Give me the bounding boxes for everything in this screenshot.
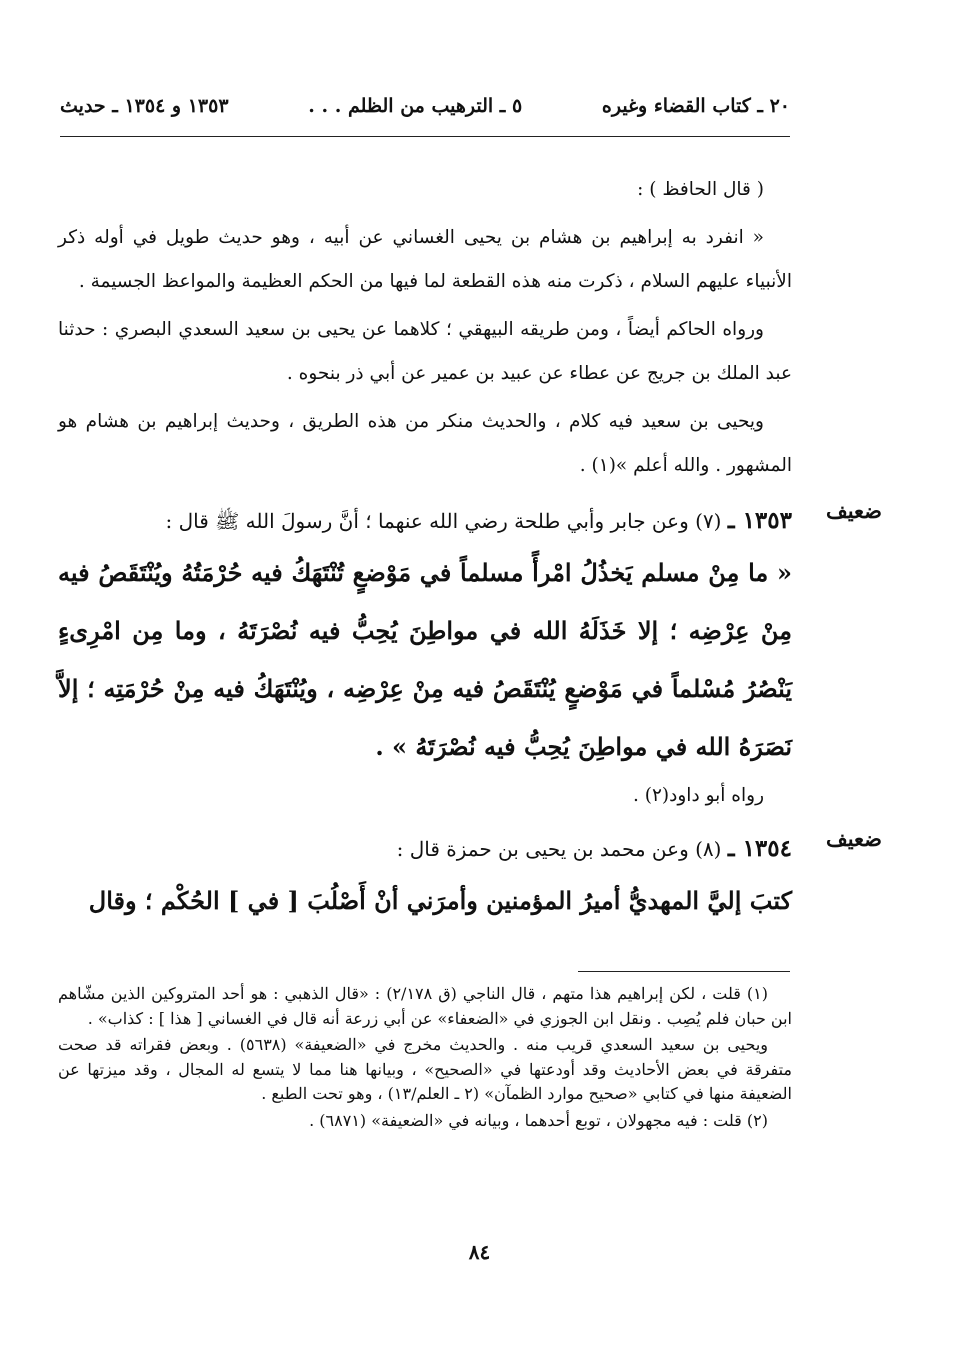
grade-label: ضعيف [825, 498, 882, 523]
hadith-1353 [58, 498, 882, 816]
header-divider [60, 136, 790, 137]
commentary-paragraph-2: ورواه الحاكم أيضاً ، ومن طريقه البيهقي ؛ كلاهما عن يحيى بن سعيد السعدي البصري : حدثنا عبد الملك بن جريج عن عطاء عن عبيد بن عمير عن أبي ذر بنحوه . [58, 319, 792, 384]
footnote-2: (٢) قلت : فيه مجهولان ، توبع أحدهما ، وبيانه في «الضعيفة» (٦٨٧١) . [309, 1110, 768, 1130]
hadith-heading [58, 826, 792, 872]
hadith-number: ١٣٥٤ ـ [727, 835, 792, 862]
intro-label: ( قال الحافظ ) : [637, 179, 764, 200]
page-number: ٨٤ [468, 1240, 491, 1264]
commentary-paragraph-3: ويحيى بن سعيد فيه كلام ، والحديث منكر من هذه الطريق ، وحديث إبراهيم بن هشام هو المشهور . والله أعلم »(١) . [58, 411, 792, 476]
hadith-text: « ما مِنْ مسلم يَخذُلُ امْرأً مسلماً في مَوْضعٍ تُنْتَهَكُ فيه حُرْمَتُهُ ويُنْتَقَصُ فيه مِنْ عِرْضِه ؛ إلا خَذَلَهُ الله في مواطِنَ يُحِبُّ فيه نُصْرَتَهُ ، وما مِن امْرِىءٍ يَنْصُرُ مُسْلماً في مَوْضعٍ يُنْتَقَصُ فيه مِنْ عِرْضِه ، ويُنْتَهَكُ فيه مِنْ حُرْمَتِه ؛ إلاَّ نَصَرَهُ الله في مواطِنَ يُحِبُّ فيه نُصْرَتَهُ » . [58, 558, 792, 761]
header-chapter: ٢٠ ـ كتاب القضاء وغيره [601, 95, 790, 117]
footnote-1-continued: ويحيى بن سعيد السعدي قريب منه . والحديث مخرج في «الضعيفة» (٥٦٣٨) . وبعض فقراته قد صحت متفرقة في بعض الأحاديث وقد أودعتها في «الصحيح» ، وبيانها هنا مما لا يتسع له المجال ، وقد ميزتها عن الضعيفة منها في كتابي «صحيح موارد الظمآن» (٢ ـ العلم/١٣) ، وهو تحت الطبع . [58, 1035, 792, 1103]
grade-label: ضعيف [825, 826, 882, 851]
header-hadith-range: ١٣٥٣ و ١٣٥٤ ـ حديث [60, 95, 229, 117]
hadith-1354 [58, 826, 882, 930]
footnotes [58, 982, 792, 1135]
commentary-paragraph-1: « انفرد به إبراهيم بن هشام بن يحيى الغساني عن أبيه ، وهو حديث طويل في أوله ذكر الأنبياء عليهم السلام ، ذكرت منه هذه القطعة لما فيها من الحكم العظيمة والمواعظ الجسيمة . [58, 227, 792, 292]
hadith-intro: (٧) وعن جابر وأبي طلحة رضي الله عنهما ؛ أنَّ رسولَ الله ﷺ قال : [165, 509, 722, 533]
footnote-divider [578, 971, 790, 972]
running-header [60, 86, 790, 126]
hadith-text: كتبَ إليَّ المهديُّ أميرُ المؤمنين وأمرَني أنْ أَصْلُبَ [ في ] الحُكْم ؛ وقال [88, 886, 792, 915]
hadith-heading [58, 498, 792, 544]
hadith-source: رواه أبو داود(٢) . [633, 785, 764, 806]
main-text [58, 168, 882, 930]
hadith-intro: (٨) وعن محمد بن يحيى بن حمزة قال : [396, 837, 722, 861]
header-section: ٥ ـ الترهيب من الظلم . . . [308, 95, 523, 117]
hadith-number: ١٣٥٣ ـ [727, 507, 792, 534]
footnote-1: (١) قلت ، لكن إبراهيم هذا متهم ، قال الناجي (ق ٢/١٧٨) : «قال الذهبي : هو أحد المتروكين الذين مشّاهم ابن حبان فلم يُصِب . ونقل ابن الجوزي في «الضعفاء» عن أبي زرعة أنه قال في الغساني [ هذا ] : كذاب» . [58, 984, 792, 1028]
